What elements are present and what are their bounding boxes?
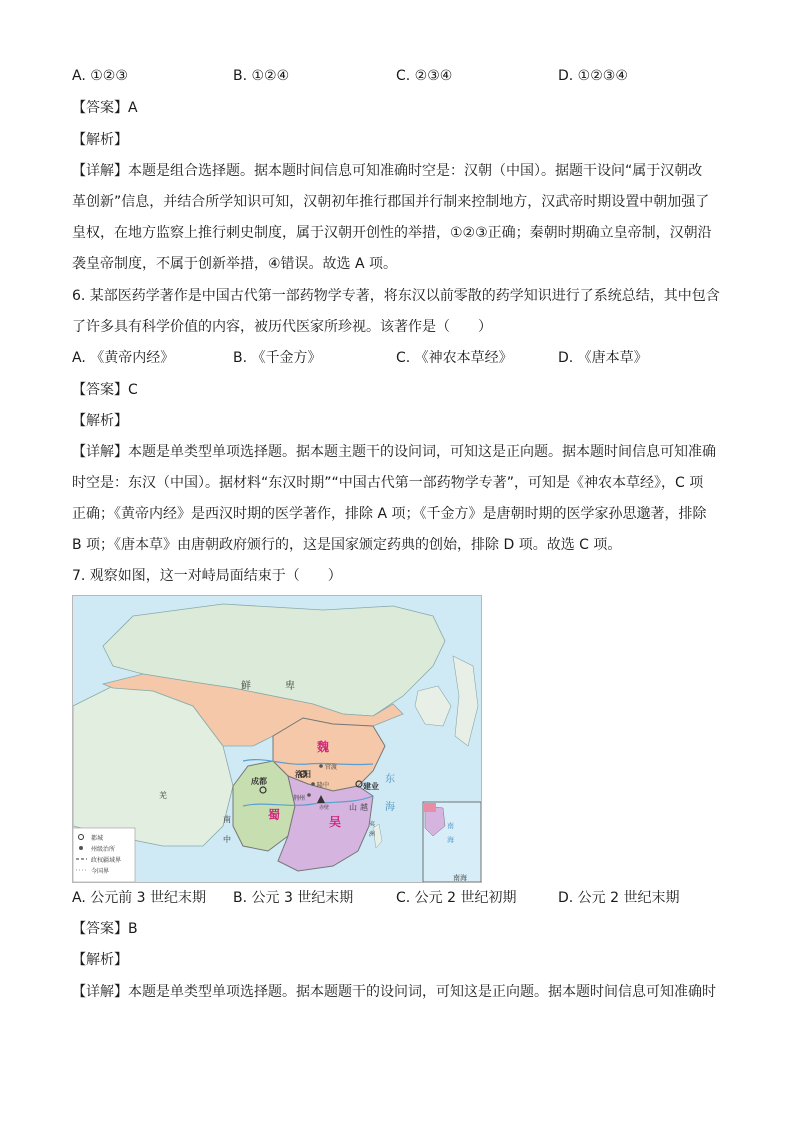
q7-stem: 7. 观察如图，这一对峙局面结束于（ ）: [72, 568, 342, 584]
q7-option-c[interactable]: C. 公元 2 世纪初期: [396, 890, 517, 906]
q5-detail-line-1: 【详解】本题是组合选择题。据本题时间信息可知准确时空是：汉朝（中国）。据题干设问“属于汉朝改: [72, 163, 703, 179]
label-wei: 魏: [317, 740, 330, 754]
label-wu: 吴: [329, 815, 342, 829]
map-svg: [73, 596, 481, 882]
three-kingdoms-map: [72, 595, 482, 883]
q5-detail-line-3: 皇权，在地方监察上推行刺史制度，属于汉朝开创性的举措，①②③正确；秦朝时期确立皇帝制，汉朝沿: [72, 225, 712, 241]
q5-option-a[interactable]: A. ①②③: [72, 68, 128, 84]
legend-seat-label: 州级治所: [91, 846, 116, 853]
label-xianbei-1: 鲜: [241, 681, 251, 692]
label-inset-hai: 海: [447, 836, 454, 844]
q7-option-d[interactable]: D. 公元 2 世纪末期: [558, 890, 680, 906]
label-luoyang: 洛阳: [295, 770, 311, 779]
q6-detail-line-3: 正确；《黄帝内经》是西汉时期的医学著作，排除 A 项；《千金方》是唐朝时期的医学家孙思邈著，排除: [72, 506, 707, 522]
label-chengdu: 成都: [251, 777, 267, 786]
longzhong-marker: [311, 782, 315, 786]
q6-detail-line-2: 时空是：东汉（中国）。据材料“东汉时期”“中国古代第一部药物学专著”，可知是《神农本草经》，C 项: [72, 475, 704, 491]
q5-option-b[interactable]: B. ①②④: [233, 68, 290, 84]
label-hai: 海: [385, 802, 395, 813]
q6-option-c[interactable]: C. 《神农本草经》: [396, 350, 513, 366]
q5-detail-line-2: 革创新”信息，并结合所学知识可知，汉朝初年推行郡国并行制来控制地方，汉武帝时期设置中朝加强了: [72, 194, 710, 210]
q6-stem-line-2: 了许多具有科学价值的内容，被历代医家所珍视。该著作是（ ）: [72, 319, 492, 335]
inset-highlight: [424, 803, 436, 812]
label-jingzhou: 荆州: [293, 795, 306, 802]
q7-option-a[interactable]: A. 公元前 3 世纪末期: [72, 890, 207, 906]
q5-option-d[interactable]: D. ①②③④: [558, 68, 628, 84]
label-yizhou-1: 夷: [369, 821, 376, 828]
q7-analysis-label: 【解析】: [72, 952, 128, 968]
q6-stem-line-1: 6. 某部医药学著作是中国古代第一部药物学专著，将东汉以前零散的药学知识进行了系统总结，其中包含: [72, 288, 720, 304]
label-longzhong: 隆中: [317, 782, 330, 789]
label-shanyue-2: 越: [360, 803, 368, 812]
shu-region: [233, 761, 295, 851]
legend-seat-symbol: [79, 846, 83, 850]
label-guandu: 官渡: [325, 764, 338, 771]
label-shanyue-1: 山: [349, 803, 357, 812]
legend-border-label: 政权疆域界: [91, 857, 122, 864]
q7-answer: 【答案】B: [72, 921, 138, 937]
label-shu: 蜀: [268, 808, 281, 822]
label-yizhou-2: 洲: [369, 831, 376, 838]
label-nanzhong-2: 中: [223, 835, 231, 844]
q6-answer: 【答案】C: [72, 382, 138, 398]
legend-capital-label: 都城: [91, 835, 104, 842]
q5-detail-line-4: 袭皇帝制度，不属于创新举措，④错误。故选 A 项。: [72, 256, 398, 272]
q6-option-a[interactable]: A. 《黄帝内经》: [72, 350, 175, 366]
label-qiang: 羌: [159, 791, 167, 800]
q5-answer: 【答案】A: [72, 100, 138, 116]
q6-analysis-label: 【解析】: [72, 413, 128, 429]
guandu-marker: [319, 764, 323, 768]
q6-option-b[interactable]: B. 《千金方》: [233, 350, 322, 366]
q5-option-c[interactable]: C. ②③④: [396, 68, 453, 84]
q6-detail-line-4: B 项；《唐本草》由唐朝政府颁行的，这是国家颁定药典的创始，排除 D 项。故选 C 项。: [72, 537, 622, 553]
q6-option-d[interactable]: D. 《唐本草》: [558, 350, 648, 366]
q7-detail-line-1: 【详解】本题是单类型单项选择题。据本题题干的设问词，可知这是正向题。据本题时间信息可知准确时: [72, 984, 716, 1000]
q7-option-b[interactable]: B. 公元 3 世纪末期: [233, 890, 354, 906]
label-nanhai: 南海: [453, 874, 467, 882]
label-inset-nan: 南: [447, 822, 454, 830]
label-chibi: 赤壁: [319, 805, 330, 811]
jingzhou-marker: [307, 793, 311, 797]
label-nanzhong-1: 南: [223, 815, 231, 824]
legend-modern-label: 今国界: [91, 868, 110, 875]
label-xianbei-2: 卑: [285, 681, 295, 692]
label-dong: 东: [385, 774, 395, 785]
q6-detail-line-1: 【详解】本题是单类型单项选择题。据本题主题干的设问词，可知这是正向题。据本题时间信息可知准确: [72, 444, 716, 460]
q5-analysis-label: 【解析】: [72, 132, 128, 148]
label-jianye: 建业: [363, 782, 379, 791]
